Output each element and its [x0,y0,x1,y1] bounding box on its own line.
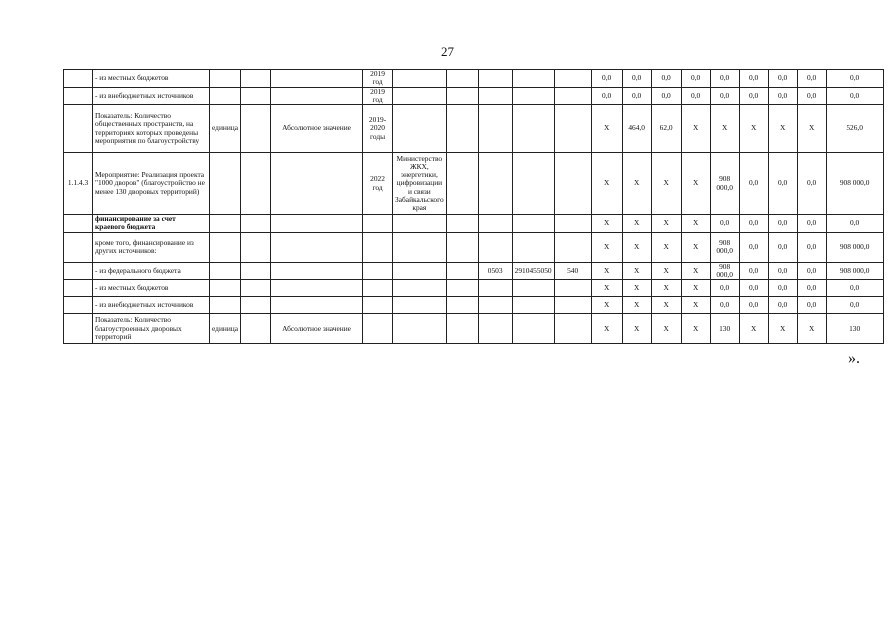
table-row [64,232,884,262]
cell-year-6: 0,0 [739,297,768,314]
cell-year-7: 0,0 [768,232,797,262]
cell-year-7: X [768,105,797,153]
cell-year-5: 130 [710,314,739,344]
cell-year-4: 0,0 [681,87,710,105]
cell-year-8: 0,0 [797,153,826,215]
cell-year-8: 0,0 [797,262,826,280]
cell-year-7: X [768,314,797,344]
cell-executor [393,297,447,314]
cell-total: 526,0 [826,105,883,153]
cell-executor [393,70,447,88]
cell-vr [554,87,591,105]
cell-year-4: X [681,153,710,215]
cell-csr [512,105,554,153]
cell-indicator [271,215,363,233]
cell-vr [554,232,591,262]
cell-total: 130 [826,314,883,344]
cell-rz [478,297,512,314]
cell-total: 908 000,0 [826,153,883,215]
cell-year-2: 0,0 [622,70,651,88]
cell-year-6: 0,0 [739,280,768,297]
cell-indicator [271,70,363,88]
cell-year-7: 0,0 [768,70,797,88]
cell-name: Показатель: Количество благоустроенных дворовых территорий [93,314,210,344]
table-row [64,280,884,297]
cell-rz [478,314,512,344]
cell-executor [393,87,447,105]
cell-year-5: 0,0 [710,215,739,233]
cell-name: - из местных бюджетов [93,280,210,297]
cell-year-1: 0,0 [591,70,622,88]
cell-unit [210,215,241,233]
cell-csr [512,232,554,262]
cell-vr [554,153,591,215]
cell-year-3: X [651,297,681,314]
cell-total: 0,0 [826,297,883,314]
cell-empty [241,280,271,297]
cell-unit [210,262,241,280]
cell-year-1: X [591,232,622,262]
cell-executor [393,105,447,153]
cell-executor [393,262,447,280]
cell-indicator: Абсолютное значение [271,314,363,344]
cell-year-4: X [681,314,710,344]
table-row [64,87,884,105]
cell-name: Показатель: Количество общественных пространств, на территориях которых проведены мероприятия по благоустройству [93,105,210,153]
cell-grbs [446,297,478,314]
cell-csr [512,70,554,88]
table-row [64,215,884,233]
cell-name: финансирование за счет краевого бюджета [93,215,210,233]
cell-year-8: X [797,314,826,344]
cell-year-1: X [591,262,622,280]
cell-code [64,232,93,262]
cell-code: 1.1.4.3 [64,153,93,215]
cell-grbs [446,87,478,105]
cell-year-4: X [681,262,710,280]
cell-period [363,280,393,297]
cell-year-1: X [591,215,622,233]
cell-csr [512,314,554,344]
cell-year-6: X [739,105,768,153]
cell-name: - из внебюджетных источников [93,297,210,314]
cell-period [363,297,393,314]
page-number: 27 [441,44,454,59]
cell-year-8: X [797,105,826,153]
cell-year-6: 0,0 [739,70,768,88]
cell-year-2: X [622,215,651,233]
cell-grbs [446,215,478,233]
cell-indicator [271,262,363,280]
cell-executor [393,215,447,233]
cell-year-3: 0,0 [651,87,681,105]
cell-code [64,70,93,88]
cell-code [64,215,93,233]
cell-year-7: 0,0 [768,153,797,215]
table-row [64,153,884,215]
cell-grbs [446,262,478,280]
cell-unit [210,232,241,262]
cell-grbs [446,232,478,262]
cell-vr [554,314,591,344]
cell-year-1: X [591,297,622,314]
cell-year-5: 0,0 [710,297,739,314]
cell-rz [478,153,512,215]
cell-year-7: 0,0 [768,215,797,233]
cell-code [64,314,93,344]
cell-csr [512,215,554,233]
cell-csr [512,153,554,215]
cell-year-1: X [591,105,622,153]
cell-year-3: X [651,153,681,215]
cell-grbs [446,105,478,153]
cell-empty [241,232,271,262]
cell-rz [478,105,512,153]
cell-year-6: 0,0 [739,87,768,105]
cell-year-6: 0,0 [739,232,768,262]
table-row [64,297,884,314]
cell-unit [210,87,241,105]
cell-period: 2019-2020 годы [363,105,393,153]
cell-csr [512,280,554,297]
cell-year-7: 0,0 [768,262,797,280]
cell-year-1: 0,0 [591,87,622,105]
cell-year-2: 0,0 [622,87,651,105]
cell-year-2: X [622,297,651,314]
cell-grbs [446,70,478,88]
cell-year-3: X [651,280,681,297]
cell-total: 0,0 [826,70,883,88]
cell-indicator [271,87,363,105]
cell-year-4: X [681,297,710,314]
table-row [64,105,884,153]
table-row [64,262,884,280]
cell-period [363,262,393,280]
cell-executor [393,314,447,344]
cell-year-6: 0,0 [739,215,768,233]
cell-total: 0,0 [826,87,883,105]
cell-indicator [271,280,363,297]
cell-unit [210,280,241,297]
table-row [64,70,884,88]
cell-unit [210,153,241,215]
cell-year-4: 0,0 [681,70,710,88]
cell-year-2: X [622,280,651,297]
cell-year-2: 464,0 [622,105,651,153]
cell-executor: Министерство ЖКХ, энергетики, цифровизации и связи Забайкальского края [393,153,447,215]
cell-year-1: X [591,280,622,297]
cell-indicator [271,297,363,314]
cell-code [64,105,93,153]
cell-year-5: X [710,105,739,153]
cell-code [64,297,93,314]
cell-year-8: 0,0 [797,70,826,88]
cell-year-1: X [591,153,622,215]
cell-unit: единица [210,314,241,344]
cell-year-5: 0,0 [710,87,739,105]
cell-period: 2019 год [363,70,393,88]
cell-year-5: 908 000,0 [710,232,739,262]
cell-csr [512,297,554,314]
cell-executor [393,280,447,297]
cell-year-8: 0,0 [797,297,826,314]
cell-code [64,280,93,297]
cell-rz [478,232,512,262]
cell-period [363,232,393,262]
cell-year-7: 0,0 [768,280,797,297]
cell-year-8: 0,0 [797,232,826,262]
cell-rz [478,280,512,297]
cell-period [363,215,393,233]
cell-year-2: X [622,153,651,215]
cell-year-6: 0,0 [739,262,768,280]
cell-year-5: 908 000,0 [710,153,739,215]
cell-year-8: 0,0 [797,87,826,105]
cell-empty [241,70,271,88]
cell-total: 0,0 [826,280,883,297]
cell-csr [512,87,554,105]
cell-total: 0,0 [826,215,883,233]
cell-vr: 540 [554,262,591,280]
cell-year-5: 0,0 [710,70,739,88]
cell-year-3: X [651,215,681,233]
cell-year-8: 0,0 [797,280,826,297]
cell-empty [241,262,271,280]
closing-quote: ». [848,350,860,367]
cell-year-3: 62,0 [651,105,681,153]
cell-year-7: 0,0 [768,297,797,314]
cell-code [64,262,93,280]
cell-vr [554,105,591,153]
cell-grbs [446,153,478,215]
table-row [64,314,884,344]
cell-indicator [271,232,363,262]
cell-year-2: X [622,262,651,280]
cell-vr [554,215,591,233]
cell-year-1: X [591,314,622,344]
cell-year-2: X [622,232,651,262]
cell-empty [241,105,271,153]
cell-year-4: X [681,232,710,262]
cell-year-4: X [681,105,710,153]
cell-year-8: 0,0 [797,215,826,233]
cell-empty [241,297,271,314]
cell-rz [478,215,512,233]
cell-year-2: X [622,314,651,344]
cell-empty [241,215,271,233]
cell-year-3: X [651,232,681,262]
cell-year-4: X [681,215,710,233]
cell-vr [554,280,591,297]
cell-empty [241,314,271,344]
cell-period: 2019 год [363,87,393,105]
cell-year-6: 0,0 [739,153,768,215]
cell-empty [241,87,271,105]
cell-vr [554,297,591,314]
cell-executor [393,232,447,262]
cell-period: 2022 год [363,153,393,215]
cell-year-6: X [739,314,768,344]
cell-year-7: 0,0 [768,87,797,105]
cell-indicator [271,153,363,215]
cell-name: - из федерального бюджета [93,262,210,280]
cell-unit [210,297,241,314]
cell-csr: 2910455050 [512,262,554,280]
budget-table [63,69,884,344]
cell-year-4: X [681,280,710,297]
cell-year-5: 0,0 [710,280,739,297]
cell-rz: 0503 [478,262,512,280]
cell-name: - из местных бюджетов [93,70,210,88]
cell-year-5: 908 000,0 [710,262,739,280]
cell-year-3: 0,0 [651,70,681,88]
cell-vr [554,70,591,88]
cell-rz [478,70,512,88]
cell-name: - из внебюджетных источников [93,87,210,105]
cell-grbs [446,280,478,297]
cell-code [64,87,93,105]
cell-year-3: X [651,262,681,280]
cell-total: 908 000,0 [826,262,883,280]
cell-indicator: Абсолютное значение [271,105,363,153]
cell-unit [210,70,241,88]
cell-name: кроме того, финансирование из других источников: [93,232,210,262]
cell-grbs [446,314,478,344]
cell-period [363,314,393,344]
cell-empty [241,153,271,215]
cell-unit: единица [210,105,241,153]
cell-rz [478,87,512,105]
cell-total: 908 000,0 [826,232,883,262]
cell-name: Мероприятие: Реализация проекта "1000 дворов" (благоустройство не менее 130 дворовых территорий) [93,153,210,215]
cell-year-3: X [651,314,681,344]
